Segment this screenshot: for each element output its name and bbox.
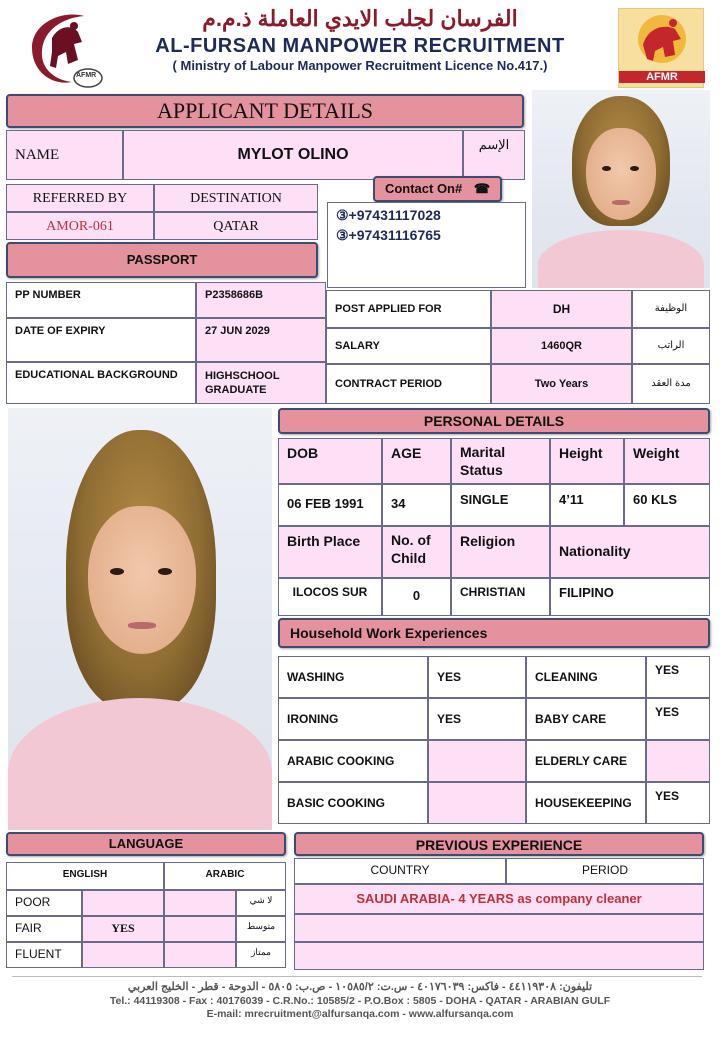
pp-number-value: P2358686B bbox=[196, 282, 326, 318]
birth-place-value: ILOCOS SUR bbox=[278, 578, 382, 616]
contract-period-value: Two Years bbox=[491, 364, 632, 404]
skill-cleaning-value: YES bbox=[646, 656, 710, 698]
dob-value: 06 FEB 1991 bbox=[278, 484, 382, 526]
age-value: 34 bbox=[382, 484, 451, 526]
lang-level-fluent: FLUENT bbox=[6, 942, 82, 968]
height-label: Height bbox=[550, 438, 624, 484]
skill-basic-cooking-label: BASIC COOKING bbox=[278, 782, 428, 824]
company-title: AL-FURSAN MANPOWER RECRUITMENT bbox=[155, 35, 565, 57]
applicant-details-header: APPLICANT DETAILS bbox=[6, 94, 524, 128]
lang-poor-arabic bbox=[164, 890, 236, 916]
dob-label: DOB bbox=[278, 438, 382, 484]
lang-poor-english bbox=[82, 890, 164, 916]
birth-place-label: Birth Place bbox=[278, 526, 382, 578]
lang-poor-arabic-label: لا شي bbox=[236, 890, 286, 916]
marital-status-value: SINGLE bbox=[451, 484, 550, 526]
contact-header bbox=[373, 176, 502, 202]
children-label: No. of Child bbox=[382, 526, 451, 578]
age-label: AGE bbox=[382, 438, 451, 484]
weight-label: Weight bbox=[624, 438, 710, 484]
previous-experience-entry: SAUDI ARABIA- 4 YEARS as company cleaner bbox=[294, 884, 704, 914]
salary-value: 1460QR bbox=[491, 328, 632, 364]
skill-basic-cooking-value bbox=[428, 782, 526, 824]
skill-ironing-label: IRONING bbox=[278, 698, 428, 740]
applicant-photo-small bbox=[532, 90, 710, 288]
logo-left bbox=[22, 8, 106, 88]
expiry-value: 27 JUN 2029 bbox=[196, 318, 326, 362]
post-applied-value: DH bbox=[491, 290, 632, 328]
skill-elderly-care-value bbox=[646, 740, 710, 782]
education-value: HIGHSCHOOL GRADUATE bbox=[196, 362, 326, 404]
salary-arabic: الراتب bbox=[632, 328, 710, 364]
previous-experience-empty-row-1 bbox=[294, 914, 704, 942]
language-col-english: ENGLISH bbox=[6, 862, 164, 890]
lang-level-poor: POOR bbox=[6, 890, 82, 916]
lang-fair-arabic bbox=[164, 916, 236, 942]
lang-fluent-arabic-label: ممتاز bbox=[236, 942, 286, 968]
lang-fair-english: YES bbox=[82, 916, 164, 942]
skill-baby-care-label: BABY CARE bbox=[526, 698, 646, 740]
skill-ironing-value: YES bbox=[428, 698, 526, 740]
skill-elderly-care-label: ELDERLY CARE bbox=[526, 740, 646, 782]
skill-baby-care-value: YES bbox=[646, 698, 710, 740]
contact-box bbox=[327, 202, 526, 288]
previous-experience-header: PREVIOUS EXPERIENCE bbox=[294, 832, 704, 856]
company-licence: ( Ministry of Labour Manpower Recruitment Licence No.417.) bbox=[172, 58, 548, 73]
children-value: 0 bbox=[382, 578, 451, 616]
company-arabic-title: الفرسان لجلب الايدي العاملة ذ.م.م bbox=[202, 6, 518, 31]
skill-arabic-cooking-value bbox=[428, 740, 526, 782]
skill-cleaning-label: CLEANING bbox=[526, 656, 646, 698]
post-applied-arabic: الوظيفة bbox=[632, 290, 710, 328]
post-applied-label: POST APPLIED FOR bbox=[326, 290, 491, 328]
religion-label: Religion bbox=[451, 526, 550, 578]
previous-experience-empty-row-2 bbox=[294, 942, 704, 970]
salary-label: SALARY bbox=[326, 328, 491, 364]
lang-level-fair: FAIR bbox=[6, 916, 82, 942]
phone-number-2: ③+97431116765 bbox=[336, 227, 441, 243]
horse-rider-color-logo-icon bbox=[619, 9, 705, 71]
personal-details-header: PERSONAL DETAILS bbox=[278, 408, 710, 434]
previous-col-country: COUNTRY bbox=[294, 858, 506, 884]
phone-number-1: ③+97431117028 bbox=[336, 207, 441, 223]
language-header: LANGUAGE bbox=[6, 832, 286, 856]
lang-fluent-english bbox=[82, 942, 164, 968]
skill-arabic-cooking-label: ARABIC COOKING bbox=[278, 740, 428, 782]
applicant-photo-large bbox=[8, 408, 272, 830]
skill-washing-value: YES bbox=[428, 656, 526, 698]
passport-header: PASSPORT bbox=[6, 242, 318, 278]
weight-value: 60 KLS bbox=[624, 484, 710, 526]
lang-fluent-arabic bbox=[164, 942, 236, 968]
religion-value: CHRISTIAN bbox=[451, 578, 550, 616]
name-label: NAME bbox=[6, 130, 123, 180]
referred-by-value: AMOR-061 bbox=[6, 212, 154, 240]
previous-col-period: PERIOD bbox=[506, 858, 704, 884]
height-value: 4’11 bbox=[550, 484, 624, 526]
pp-number-label: PP NUMBER bbox=[6, 282, 196, 318]
expiry-label: DATE OF EXPIRY bbox=[6, 318, 196, 362]
nationality-label: Nationality bbox=[550, 526, 710, 578]
contract-period-arabic: مدة العقد bbox=[632, 364, 710, 404]
destination-value: QATAR bbox=[154, 212, 318, 240]
name-arabic-label: الإسم bbox=[463, 130, 525, 180]
logo-right-text: AFMR bbox=[619, 71, 705, 83]
nationality-value: FILIPINO bbox=[550, 578, 710, 616]
logo-right bbox=[618, 8, 704, 88]
marital-status-label: Marital Status bbox=[451, 438, 550, 484]
language-col-arabic: ARABIC bbox=[164, 862, 286, 890]
contract-period-label: CONTRACT PERIOD bbox=[326, 364, 491, 404]
name-value: MYLOT OLINO bbox=[123, 130, 463, 180]
skill-washing-label: WASHING bbox=[278, 656, 428, 698]
phone-icon: ☎ bbox=[473, 181, 491, 196]
destination-label: DESTINATION bbox=[154, 184, 318, 212]
household-header: Household Work Experiences bbox=[278, 618, 710, 648]
logo-left-text: AFMR bbox=[76, 72, 97, 79]
referred-by-label: REFERRED BY bbox=[6, 184, 154, 212]
footer-contact-line: Tel.: 44119308 - Fax : 40176039 - C.R.No.: 10585/2 - P.O.Box : 5805 - DOHA - QATAR - ARABIAN GULF bbox=[109, 995, 611, 1007]
skill-housekeeping-label: HOUSEKEEPING bbox=[526, 782, 646, 824]
footer-email-line: E-mail: mrecruitment@alfursanqa.com - www.alfursanqa.com bbox=[206, 1008, 514, 1020]
skill-housekeeping-value: YES bbox=[646, 782, 710, 824]
footer-arabic: تليفون: ٤٤١١٩٣٠٨ - فاكس: ٤٠١٧٦٠٣٩ - س.ت: ١٠٥٨٥/٢ - ص.ب: ٥٨٠٥ - الدوحة - قطر - الخليج العربي bbox=[127, 981, 593, 993]
contact-label: Contact On# bbox=[384, 181, 463, 196]
lang-fair-arabic-label: متوسط bbox=[236, 916, 286, 942]
education-label: EDUCATIONAL BACKGROUND bbox=[6, 362, 196, 404]
footer-divider bbox=[12, 976, 702, 977]
